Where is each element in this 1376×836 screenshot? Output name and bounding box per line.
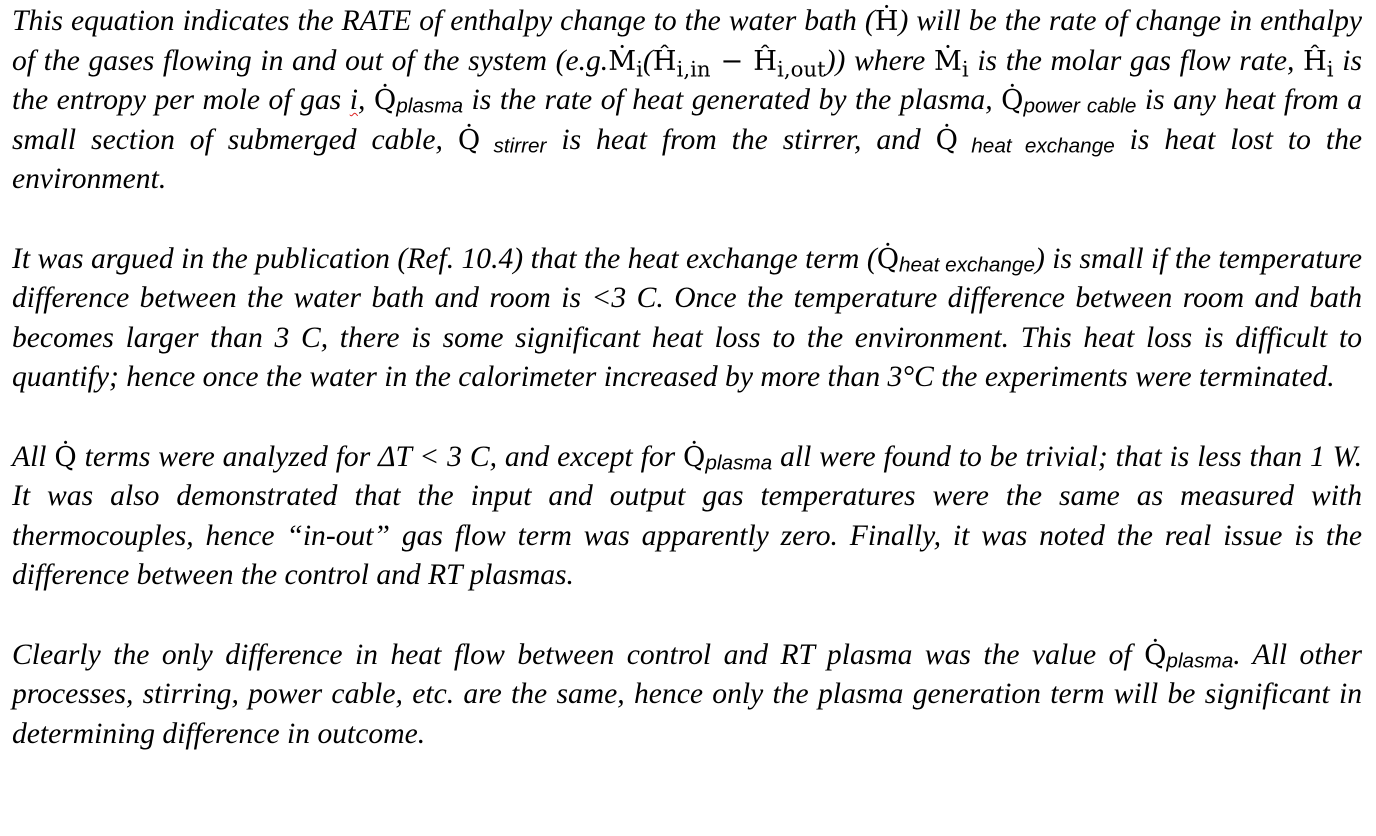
text: All	[12, 440, 55, 473]
subscript-i: i	[636, 56, 643, 82]
subscript-out: i,out	[777, 56, 826, 82]
paragraph-enthalpy-equation	[12, 2, 1362, 200]
m-dot-symbol: Ṁ	[933, 45, 962, 77]
h-dot-symbol: Ḣ	[874, 6, 899, 37]
m-dot-symbol: Ṁ	[608, 45, 637, 77]
text: . All other processes, stirring, power cable, etc. are the same, hence only the plasma generation term will be significant in determining difference in outcome.	[12, 638, 1363, 750]
subscript-plasma: plasma	[396, 94, 464, 118]
paragraph-q-terms	[12, 438, 1362, 596]
subscript-i: i	[961, 56, 969, 82]
text: ,	[357, 84, 374, 116]
text: This equation indicates the RATE of enthalpy change to the water bath (	[12, 5, 875, 37]
q-dot-symbol: Q̇	[373, 85, 397, 116]
text: ) is small if the temperature difference between the water bath and room is <3 C. Once the temperature difference between room and bath becomes larger than 3 C, there is some significant heat loss to the environment. This heat loss is difficult to quantify; hence once the water in the calorimeter increased by more than 3°C the experiments were terminated.	[12, 242, 1362, 393]
q-dot-symbol: Q̇	[1144, 639, 1167, 671]
text: is the molar gas flow rate,	[968, 44, 1304, 77]
text: Clearly the only difference in heat flow between control and RT plasma was the value of	[12, 638, 1145, 671]
paragraph-conclusion	[12, 636, 1362, 755]
q-dot-symbol: Q̇	[1001, 85, 1024, 116]
h-hat-symbol: Ĥ	[1303, 45, 1327, 77]
subscript-i: i	[1326, 56, 1334, 82]
text: (	[642, 44, 653, 77]
text: is heat lost to the environment.	[12, 123, 1363, 195]
minus-sign: −	[710, 45, 754, 77]
text: )) where	[825, 44, 934, 77]
subscript-in: i,in	[676, 56, 711, 82]
subscript-plasma: plasma	[1166, 649, 1234, 673]
text: all were found to be trivial; that is less than 1 W. It was also demonstrated that the input and output gas temperatures were the same as measured with thermocouples, hence “in-out” gas flow term was apparently zero. Finally, it was noted the real issue is the difference between the control and RT plasmas.	[12, 440, 1362, 591]
text: terms were analyzed for ΔT < 3 C, and except for	[76, 440, 684, 473]
text: is any heat from a small section of submerged cable,	[12, 84, 1363, 156]
q-dot-symbol: Q̇	[935, 124, 958, 156]
paragraph-heat-exchange	[12, 240, 1362, 398]
q-dot-symbol: Q̇	[457, 124, 481, 156]
h-hat-symbol: Ĥ	[753, 45, 778, 77]
text: It was argued in the publication (Ref. 10.4) that the heat exchange term (	[12, 242, 877, 275]
subscript-heat-exchange: heat exchange	[899, 253, 1035, 277]
text: is heat from the stirrer, and	[546, 123, 936, 156]
subscript-heat-exchange: heat exchange	[957, 134, 1115, 158]
text: is the entropy per mole of gas	[12, 44, 1363, 116]
subscript-plasma: plasma	[705, 451, 773, 475]
q-dot-symbol: Q̇	[683, 441, 706, 473]
q-dot-symbol: Q̇	[876, 243, 900, 275]
q-dot-symbol: Q̇	[54, 441, 77, 473]
h-hat-symbol: Ĥ	[652, 45, 677, 77]
spellcheck-word: i	[349, 84, 358, 116]
subscript-power-cable: power cable	[1023, 94, 1137, 118]
document-page	[12, 2, 1362, 754]
text: is the rate of heat generated by the plasma,	[463, 84, 1002, 116]
text: ) will be the rate of change in enthalpy of the gases flowing in and out of the system (e.g.	[12, 5, 1362, 77]
subscript-stirrer: stirrer	[480, 134, 547, 158]
